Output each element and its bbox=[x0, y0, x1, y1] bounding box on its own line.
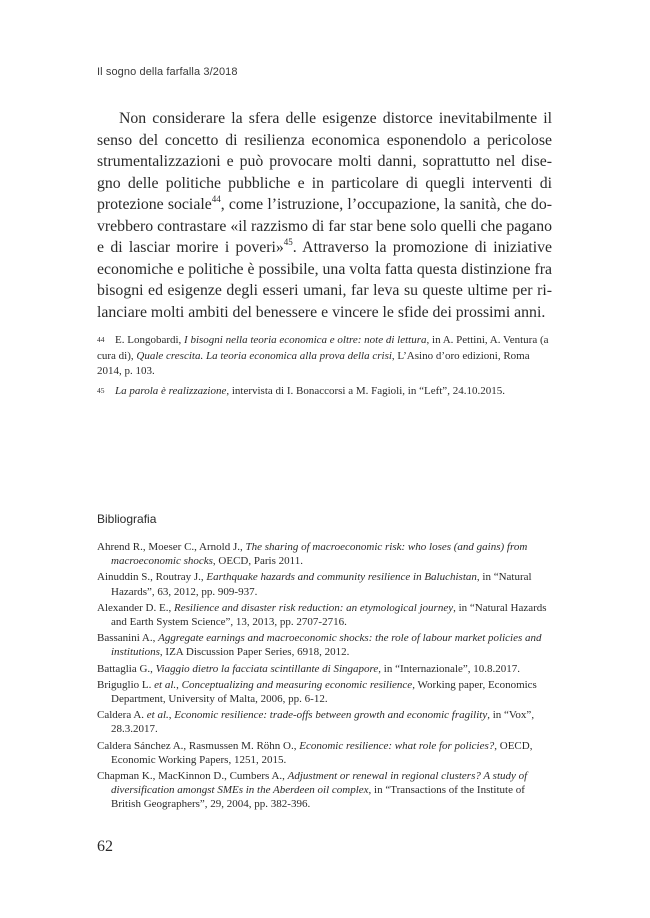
italic-text: Aggregate earnings and macroeconomic shocks: the role of labour market policies and institutions bbox=[111, 632, 542, 659]
footnotes bbox=[97, 333, 552, 403]
text-run: , in “Vox”, 28.3.2017. bbox=[111, 709, 535, 736]
italic-text: Resilience and disaster risk reduction: an etymological journey bbox=[173, 601, 454, 614]
footnote-number: 44 bbox=[97, 335, 105, 344]
text-run: , IZA Discussion Paper Series, 6918, 2012. bbox=[159, 646, 350, 659]
text-run: , OECD, Economic Working Papers, 1251, 2015. bbox=[111, 739, 533, 766]
italic-text: Quale crescita. La teoria economica alla prova della crisi bbox=[136, 349, 392, 362]
bibliography-entry bbox=[97, 678, 555, 706]
footnote-number: 45 bbox=[97, 385, 105, 395]
italic-text: Viaggio dietro la facciata scintillante di Singapore bbox=[155, 662, 379, 675]
bibliography-entry bbox=[97, 631, 555, 659]
paragraph-text: , come l’istruzione, l’occupazione, la sanità, che dovrebbero contrastare «il razzismo di far star bene solo quelli che pagano e di lasciar morire i poveri» bbox=[97, 196, 552, 256]
footnote-ref[interactable]: 44 bbox=[211, 193, 221, 204]
body-paragraph bbox=[97, 108, 552, 323]
text-run: , bbox=[168, 709, 175, 722]
footnote-ref[interactable]: 45 bbox=[283, 236, 293, 247]
text-run: , in “Natural Hazards”, 63, 2012, pp. 909-937. bbox=[111, 571, 532, 598]
italic-text: Earthquake hazards and community resilience in Baluchistan bbox=[206, 571, 477, 584]
text-run: , in “Transactions of the Institute of British Geographers”, 29, 2004, pp. 382-396. bbox=[111, 784, 525, 811]
italic-text: Economic resilience: trade-offs between growth and economic fragility bbox=[174, 709, 488, 722]
footnote-text bbox=[97, 334, 549, 377]
bibliography-entry bbox=[97, 708, 555, 736]
paragraph-text: Non considerare la sfera delle esigenze distorce inevitabilmente il senso del concetto di resilienza economica esponendolo a pericolose strumentalizzazioni e può provocare molti danni, soprattutto nel disegno delle politiche pubbliche e in particolare di quegli interventi di protezione sociale bbox=[97, 110, 552, 213]
bibliography-entry bbox=[97, 769, 555, 812]
italic-text: et al. bbox=[154, 678, 177, 691]
bibliography-entry bbox=[97, 540, 555, 568]
bibliography-entry bbox=[97, 601, 555, 629]
text-run: , intervista di I. Bonaccorsi a M. Fagioli, in “Left”, 24.10.2015. bbox=[226, 384, 505, 397]
text-run: , Working paper, Economics Department, University of Malta, 2006, pp. 6-12. bbox=[111, 678, 537, 706]
text-run: E. Longobardi, bbox=[115, 334, 185, 346]
italic-text: et al. bbox=[146, 709, 169, 722]
text-run: Briguglio L. bbox=[97, 678, 155, 691]
text-run: Bassanini A., bbox=[97, 632, 159, 645]
italic-text: The sharing of macroeconomic risk: who loses (and gains) from macroeconomic shocks bbox=[111, 541, 528, 568]
bibliography-heading: Bibliografia bbox=[97, 512, 157, 526]
text-run: , L’Asino d’oro edizioni, Roma 2014, p. 103. bbox=[97, 349, 530, 378]
italic-text: La parola è realizzazione bbox=[115, 384, 227, 397]
page-number: 62 bbox=[97, 838, 113, 855]
bibliography-entry bbox=[97, 739, 555, 767]
italic-text: I bisogni nella teoria economica e oltre: note di lettura bbox=[184, 334, 427, 346]
text-run: , OECD, Paris 2011. bbox=[212, 555, 303, 568]
text-run: Battaglia G., bbox=[97, 662, 156, 675]
text-run: Caldera Sánchez A., Rasmussen M. Röhn O., bbox=[97, 739, 300, 752]
italic-text: Adjustment or renewal in regional clusters? A study of diversification amongst SMEs in the Aberdeen oil complex bbox=[111, 770, 528, 797]
text-run: , in “Natural Hazards and Earth System Science”, 13, 2013, pp. 2707-2716. bbox=[111, 601, 547, 629]
text-run: Alexander D. E., bbox=[97, 601, 174, 614]
running-head: Il sogno della farfalla 3/2018 bbox=[97, 66, 238, 78]
text-run: , in A. Pettini, A. Ventura (a cura di), bbox=[97, 334, 549, 362]
footnote bbox=[97, 384, 552, 400]
bibliography-list bbox=[97, 540, 555, 814]
paragraph-text: . Attraverso la promozione di iniziative economiche e politiche è possibile, una volta fatta questa distinzione fra bisogni ed esigenze degli esseri umani, far leva su queste ultime per rilanciare molti ambiti del benessere e vincere le sfide dei prossimi anni. bbox=[97, 239, 552, 321]
footnote bbox=[97, 333, 552, 380]
bibliography-entry bbox=[97, 570, 555, 598]
text-run: Caldera A. bbox=[97, 709, 147, 722]
text-run: , bbox=[176, 678, 182, 691]
text-run: Ainuddin S., Routray J., bbox=[97, 571, 207, 584]
text-run: , in “Internazionale”, 10.8.2017. bbox=[378, 662, 521, 675]
text-run: Chapman K., MacKinnon D., Cumbers A., bbox=[97, 770, 288, 783]
italic-text: Conceptualizing and measuring economic resilience bbox=[181, 678, 413, 691]
footnote-text bbox=[115, 385, 505, 397]
text-run: Ahrend R., Moeser C., Arnold J., bbox=[97, 541, 246, 553]
bibliography-entry bbox=[97, 662, 555, 676]
italic-text: Economic resilience: what role for policies? bbox=[299, 739, 495, 752]
